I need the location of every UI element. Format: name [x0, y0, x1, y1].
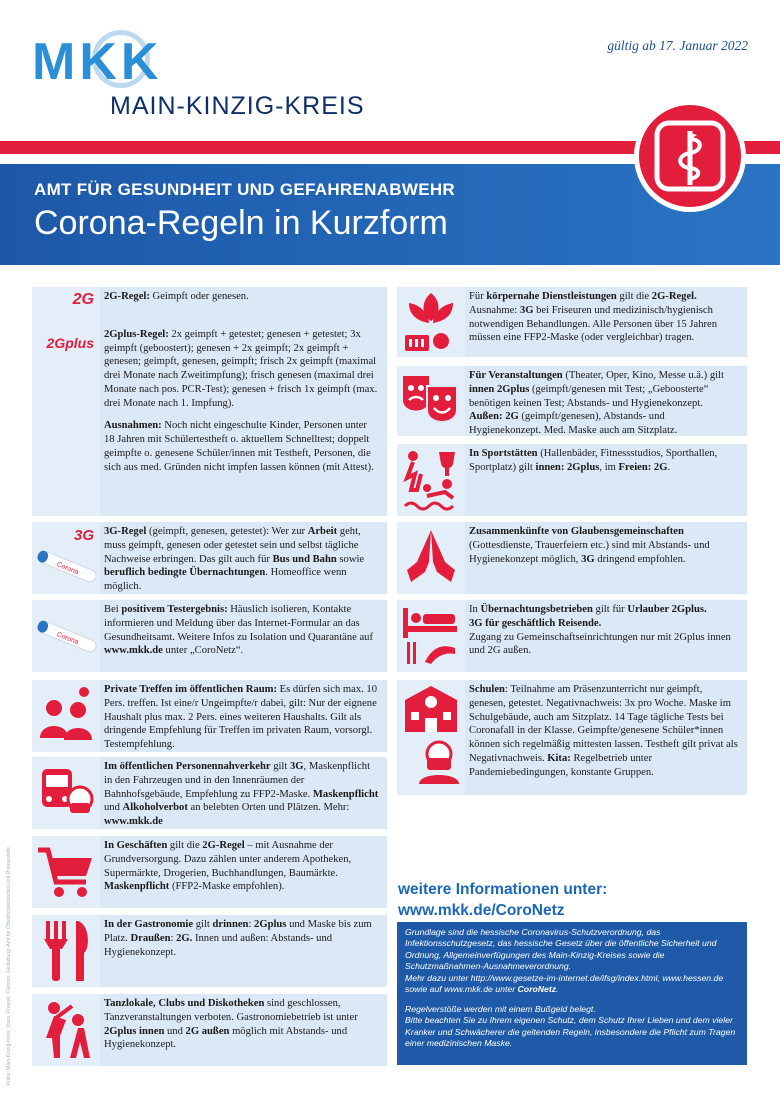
card-sports: [397, 444, 747, 516]
test-label: Corona: [55, 631, 80, 647]
card-icon-area: [397, 680, 465, 795]
school-icon: [397, 680, 465, 795]
card-accommodation: [397, 600, 747, 672]
card-icon-area: [397, 287, 465, 357]
header-kicker: AMT FÜR GESUNDHEIT UND GEFAHRENABWEHR: [34, 180, 455, 199]
card-body-services: [397, 287, 747, 357]
appeal: Bitte beachten Sie zu Ihrem eigenen Schutz, dem Schutz Ihrer Lieben und dem vieler Kranker und Schwächerer die geltenden Regeln, insbesondere die Pflicht zum Tragen einer medizinischen Maske.: [405, 1015, 736, 1049]
card-icon-area: [32, 600, 100, 672]
card-events: [397, 366, 747, 436]
card-schools: [397, 680, 747, 795]
theater-mask-icon: [397, 366, 465, 436]
card-gastronomy: [32, 915, 387, 987]
card-text: Schulen: Teilnahme am Präsenzunterricht nur geimpft, genesen, getestet. Negativnachweis: 3x pro Woche. Maske im Schulgebäude, auch am Sitzplatz. 14 Tage tägliche Tests bei Coronafall in der Klasse. Geimpfte/genesene Schüler*innen können sich regelmäßig mittesten lassen. Testheft gilt privat als Negativnachweis. Kita: Regelbetrieb unter Pandemiebedingungen, konstante Gruppen.: [465, 680, 747, 795]
card-religious: [397, 522, 747, 594]
page-title: Corona-Regeln in Kurzform: [34, 204, 448, 242]
card-positive-test: [32, 600, 387, 672]
card-icon-area: [32, 915, 100, 987]
people-icon: [32, 680, 100, 752]
card-3g-rule: [32, 522, 387, 594]
card-shops: [32, 836, 387, 908]
card-icon-area: [397, 600, 465, 672]
lotus-icon: [397, 287, 465, 357]
fine-notice: Regelverstöße werden mit einem Bußgeld belegt.: [405, 1003, 596, 1014]
dance-icon: [32, 994, 100, 1066]
card-text: 2G-Regel: Geimpft oder genesen. 2Gplus-Regel: 2x geimpft + getestet; genesen + getestet; 3x geimpft (geboostert); genesen + 2x geimpft; 2x geimpft + genesen; geimpft, genesen, geimpft; frisch 2x geimpft (maximal drei Monate nach Zweitimpfung); frisch genesen (maximal drei Monate nach pos. PCR-Test); genesen + frisch 1x geimpft (max. drei Monate nach 1. Impfung). Ausnahmen: Noch nicht eingeschulte Kinder, Personen unter 18 Jahren mit Schülertestheft o. aktuellem Schnelltest; doppelt geimpfte o. genesene Schüler/innen mit Testheft, Personen, die sich aus med. Gründen nicht impfen lassen können (mit Attest).: [100, 287, 387, 516]
prayer-icon: [397, 522, 465, 594]
card-text: In Übernachtungsbetrieben gilt für Urlauber 2Gplus. 3G für geschäftlich Reisende. Zugang zu Gemeinschaftseinrichtungen nur mit 2Gplus innen und 2G außen.: [465, 600, 747, 672]
legal-basis: Grundlage sind die hessische Coronavirus-Schutzverordnung, das Infektionsschutzgesetz, das hessische Gesetz über die öffentliche Sicherheit und Ordnung, Allgemeinverfügungen des Main-Kinzig-Kreises sowie die Schutzmaßnahmen-Ausnahmeverordnung.: [405, 927, 717, 972]
card-icon-area: [397, 444, 465, 516]
card-icon-area: [32, 680, 100, 752]
card-icon-area: [32, 287, 100, 516]
card-text: In der Gastronomie gilt drinnen: 2Gplus und Maske bis zum Platz. Draußen: 2G. Innen und außen: Abstands- und Hygienekonzept.: [100, 915, 387, 987]
card-2g-rules: [32, 287, 387, 516]
card-icon-area: [32, 757, 100, 829]
card-text: Zusammenkünfte von Glaubensgemeinschaften (Gottesdienste, Trauerfeiern etc.) sind mit Abstands- und Hygienekonzept möglich, 3G dringend empfohlen.: [465, 522, 747, 594]
card-text: 3G-Regel (geimpft, genesen, getestet): Wer zur Arbeit geht, muss geimpft, genesen oder getestet sein und selbst tägliche Nachweise erbringen. Das gilt auch für Bus und Bahn sowie beruflich bedingte Übernachtungen. Homeoffice wenn möglich.: [100, 522, 387, 594]
bed-icon: [397, 600, 465, 672]
more-info-link[interactable]: www.mkk.de/CoroNetz: [398, 901, 565, 919]
card-icon-area: [32, 994, 100, 1066]
card-icon-area: [397, 522, 465, 594]
card-icon-area: [32, 522, 100, 594]
legal-info-box: [397, 922, 747, 1065]
card-clubs: [32, 994, 387, 1066]
bus-mask-icon: [32, 757, 100, 829]
card-icon-area: [32, 836, 100, 908]
more-info: [398, 880, 607, 922]
card-text: Bei positivem Testergebnis: Häuslich isolieren, Kontakte informieren und Meldung über das Internet-Formular an das Gesundheitsamt. Weitere Infos zu Isolation und Quarantäne auf www.mkk.de unter „CoroNetz“.: [100, 600, 387, 672]
logo-name: MAIN-KINZIG-KREIS: [110, 92, 365, 120]
cutlery-icon: [32, 915, 100, 987]
sport-icon: [397, 444, 465, 516]
logo-letters: MKK: [32, 33, 163, 91]
cart-icon: [32, 836, 100, 908]
corona-test-icon: [32, 522, 100, 594]
card-text: Für körpernahe Dienstleistungen gilt die 2G-Regel. Ausnahme: 3G bei Friseuren und medizinisch/hygienisch notwendigen Behandlungen. Alle Personen über 15 Jahren müssen eine FFP2-Maske (oder vergleichbar) tragen.: [465, 287, 747, 357]
card-text: In Sportstätten (Hallenbäder, Fitnessstudios, Sporthallen, Sportplatz) gilt innen: 2Gplus, im Freien: 2G.: [465, 444, 747, 516]
card-private-meetings: [32, 680, 387, 752]
card-text: In Geschäften gilt die 2G-Regel – mit Ausnahme der Grundversorgung. Dazu zählen unter anderem Apotheken, Supermärkte, Drogerien, Buchhandlungen, Baumärkte. Maskenpflicht (FFP2-Maske empfohlen).: [100, 836, 387, 908]
mkk-logo: [32, 30, 365, 125]
corona-test-icon: [32, 600, 100, 672]
asclepius-icon: [639, 105, 741, 207]
legal-links: Mehr dazu unter http://www.gesetze-im-internet.de/ifsg/index.html, www.hessen.de sowie auf www.mkk.de unter CoroNetz.: [405, 972, 724, 995]
side-credit: Fotos: Main-Kinzig-Kreis; Icons: Freepik, Flaticon; Gestaltung: Amt für Öffentlichkeitsarbeit und Pressestelle: [6, 846, 12, 1085]
test-label: Corona: [55, 561, 80, 577]
card-public-transport: [32, 757, 387, 829]
tag-3g: 3G: [73, 527, 94, 544]
card-text: Tanzlokale, Clubs und Diskotheken sind geschlossen, Tanzveranstaltungen verboten. Gastronomiebetrieb ist unter 2Gplus innen und 2G außen möglich mit Abstands- und Hygienekonzept.: [100, 994, 387, 1066]
more-info-title: weitere Informationen unter:: [398, 881, 608, 898]
card-text: Im öffentlichen Personennahverkehr gilt 3G, Maskenpflicht in den Fahrzeugen und in den Innenräumen der Bahnhofsgebäude, Empfehlung zu FFP2-Maske. Maskenpflicht und Alkoholverbot an belebten Orten und Plätzen. Mehr: www.mkk.de: [100, 757, 387, 829]
tag-2gplus: 2Gplus: [46, 335, 94, 351]
tag-2g: 2G: [72, 291, 94, 308]
valid-date: gültig ab 17. Januar 2022: [607, 38, 748, 53]
card-text: Private Treffen im öffentlichen Raum: Es dürfen sich max. 10 Pers. treffen. Ist eine/r Ungeimpfte/r dabei, gilt: Nur der eignene Haushalt plus max. 2 Pers. eines weiteren Haushalts. Gilt als dringende Empfehlung für Treffen im privaten Raum, vorsorgl. Testempfehlung.: [100, 680, 387, 752]
card-text: Für Veranstaltungen (Theater, Oper, Kino, Messe u.ä.) gilt innen 2Gplus (geimpft/genesen mit Test; „Geboosterte“ benötigen keinen Test; Abstands- und Hygienekonzept. Außen: 2G (geimpft/genesen), Abstands- und Hygienekonzept. Med. Maske auch am Sitzplatz.: [465, 366, 747, 436]
card-icon-area: [397, 366, 465, 436]
health-badge: [634, 100, 746, 212]
